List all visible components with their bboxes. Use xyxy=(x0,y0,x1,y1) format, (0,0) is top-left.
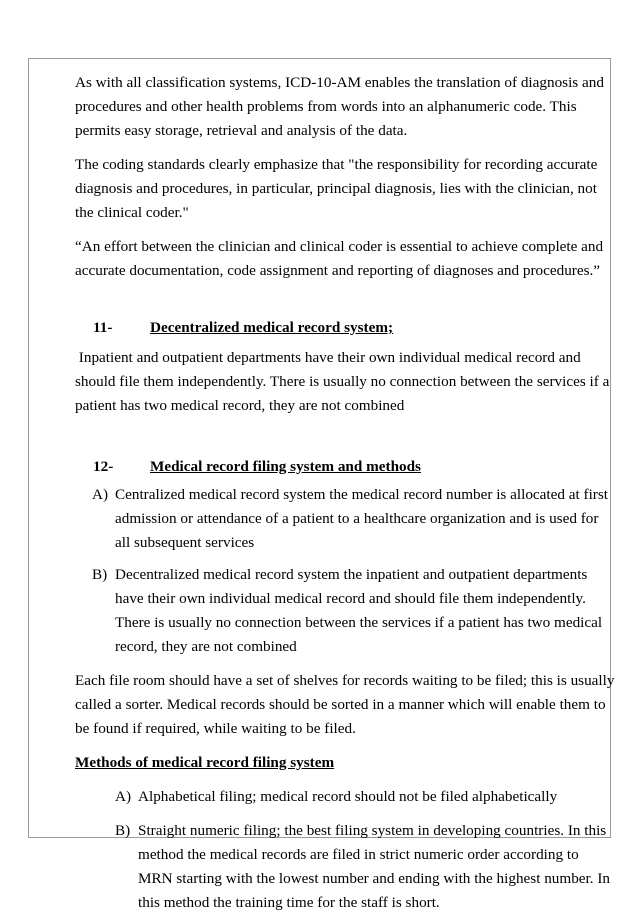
intro-paragraph-3: “An effort between the clinician and clinical coder is essential to achieve complete and accurate documentation, code assignment and reporting of diagnoses and procedures.” xyxy=(75,238,604,279)
section-12-title: Medical record filing system and methods xyxy=(150,458,421,475)
section-11-number: 11- xyxy=(93,319,113,336)
section-11-body: Inpatient and outpatient departments have their own individual medical record and should file them independently. There is usually no connection between the services if a patient has two medical record, they are not combined xyxy=(75,349,614,414)
list-item xyxy=(115,785,615,809)
list-item xyxy=(92,483,615,555)
list-text: Decentralized medical record system the inpatient and outpatient departments have their own individual medical record and should file them independently. There is usually no connection between the services if a patient has two medical record, they are not combined xyxy=(115,566,603,655)
list-item xyxy=(115,819,615,915)
section-12-number: 12- xyxy=(93,458,114,475)
sorter-paragraph: Each file room should have a set of shelves for records waiting to be filed; this is usually called a sorter. Medical records should be sorted in a manner which will enable them to be found if required, while waiting to be filed. xyxy=(75,672,615,737)
list-marker: B) xyxy=(115,822,131,839)
list-item xyxy=(92,563,615,659)
section-12-heading xyxy=(93,455,615,479)
section-11-title: Decentralized medical record system; xyxy=(150,319,394,336)
document-body xyxy=(75,71,615,915)
list-marker: A) xyxy=(115,788,132,805)
list-text: Centralized medical record system the medical record number is allocated at first admission or attendance of a patient to a healthcare organization and is used for all subsequent services xyxy=(115,486,608,551)
list-marker: B) xyxy=(92,566,108,583)
section-11-heading xyxy=(93,316,615,340)
list-marker: A) xyxy=(92,486,109,503)
intro-paragraph-1: As with all classification systems, ICD-10-AM enables the translation of diagnosis and procedures and other health problems from words into an alphanumeric code. This permits easy storage, retrieval and analysis of the data. xyxy=(75,74,604,139)
intro-paragraph-2: The coding standards clearly emphasize that "the responsibility for recording accurate diagnosis and procedures, in particular, principal diagnosis, lies with the clinician, not the clinical coder." xyxy=(75,156,598,221)
methods-heading: Methods of medical record filing system xyxy=(75,754,335,771)
list-text: Alphabetical filing; medical record should not be filed alphabetically xyxy=(138,788,558,805)
list-text: Straight numeric filing; the best filing system in developing countries. In this method the medical records are filed in strict numeric order according to MRN starting with the lowest number and ending with the highest number. In this method the training time for the staff is short. xyxy=(138,822,611,911)
